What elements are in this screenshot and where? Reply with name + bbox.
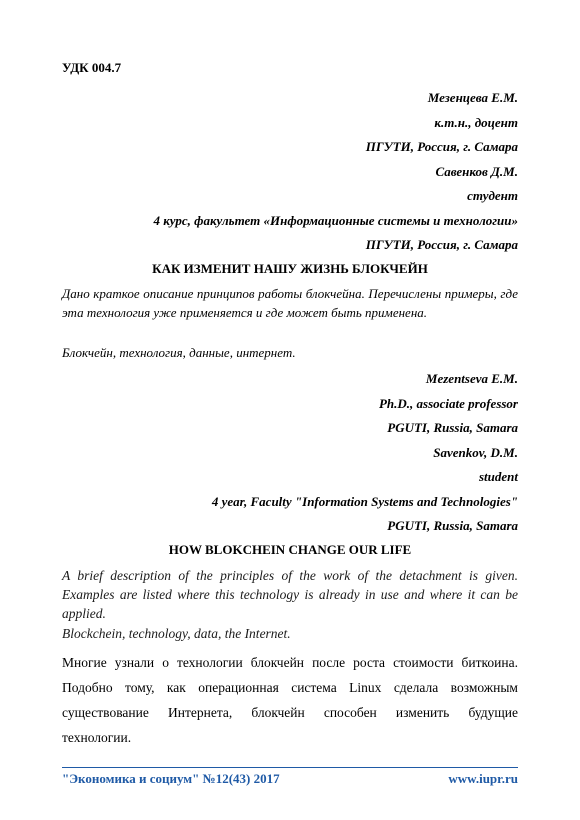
ru-author-line: к.т.н., доцент [434,114,518,130]
ru-author-line: студент [467,188,518,203]
word: будущие [468,705,518,720]
word: сделала [393,680,439,695]
word: способен [323,705,377,720]
en-author-line: 4 year, Faculty "Information Systems and Technologies" [211,493,518,509]
body-line: технологии. [62,730,132,745]
word: блокчейн [250,655,305,670]
word: система [291,680,337,695]
footer-divider [62,767,518,768]
body-line [62,650,518,675]
en-author-block [62,367,518,539]
word: после [312,655,346,670]
footer-journal: "Экономика и социум" №12(43) 2017 [62,771,280,786]
ru-title: КАК ИЗМЕНИТ НАШУ ЖИЗНЬ БЛОКЧЕЙН [152,261,428,276]
en-author-line: Ph.D., associate professor [378,395,518,411]
body-line [62,700,518,725]
word: возможным [450,680,518,695]
ru-keywords: Блокчейн, технология, данные, интернет. [62,345,296,360]
ru-author-line: Савенков Д.М. [435,163,518,179]
word: операционная [198,680,279,695]
en-author-line: student [478,469,518,484]
en-author-line: Savenkov, D.M. [433,444,518,460]
en-author-line: PGUTI, Russia, Samara [387,420,518,435]
footer-site-link[interactable]: www.iupr.ru [448,771,518,786]
word: как [166,680,186,695]
ru-abstract: Дано краткое описание принципов работы блокчейна. Перечислены примеры, где эта технология уже применяется и где может быть применена. [62,286,518,320]
ru-author-line: Мезенцева Е.М. [427,90,518,105]
word: биткоина. [461,655,518,670]
word: Интернета, [167,705,233,720]
word: роста [353,655,386,670]
udk-code: УДК 004.7 [62,60,122,75]
ru-author-line: 4 курс, факультет «Информационные системы и технологии» [153,212,518,228]
body-paragraph [62,650,518,750]
word: тому, [124,680,155,695]
word: изменить [395,705,450,720]
en-abstract: A brief description of the principles of the work of the detachment is given. Examples are listed where this technology is already in use and where it can be applied. [62,568,518,621]
ru-author-line: ПГУТИ, Россия, г. Самара [365,237,518,252]
word: Многие [62,655,107,670]
word: стоимости [393,655,454,670]
body-line [62,675,518,700]
en-author-line: Mezentseva E.M. [425,371,518,386]
en-title: HOW BLOKCHEIN CHANGE OUR LIFE [168,542,412,557]
word: Подобно [62,680,113,695]
word: Linux [349,680,382,695]
ru-author-block [62,86,518,258]
word: технологии [176,655,243,670]
en-author-line: PGUTI, Russia, Samara [387,518,518,533]
word: существование [62,705,149,720]
word: узнали [114,655,155,670]
ru-author-line: ПГУТИ, Россия, г. Самара [365,139,518,154]
word: блокчейн [251,705,305,720]
word: о [162,655,169,670]
en-keywords: Blockchein, technology, data, the Internet. [62,626,291,641]
document-page [62,0,518,820]
